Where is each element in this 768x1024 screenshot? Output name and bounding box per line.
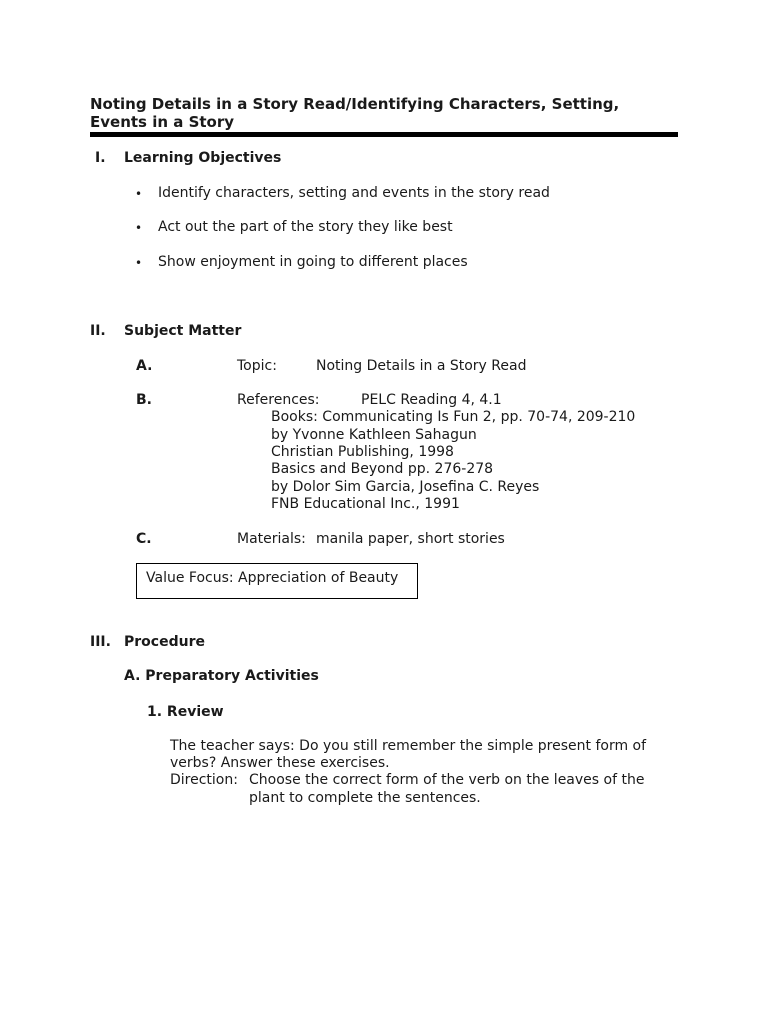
review-paragraph-line: verbs? Answer these exercises. [170, 755, 390, 771]
references-value: PELC Reading 4, 4.1 [361, 392, 502, 408]
materials-label: Materials: [237, 531, 306, 547]
bullet-icon: • [135, 221, 143, 235]
section-numeral-3: III. [90, 634, 111, 650]
item-letter-c: C. [136, 531, 152, 547]
item-letter-a: A. [136, 358, 153, 374]
title-rule [90, 132, 678, 137]
bullet-icon: • [135, 256, 143, 270]
references-label: References: [237, 392, 320, 408]
topic-value: Noting Details in a Story Read [316, 358, 527, 374]
title-line-1: Noting Details in a Story Read/Identifying Characters, Setting, [90, 95, 620, 113]
section-numeral-1: I. [95, 150, 106, 166]
bullet-icon: • [135, 187, 143, 201]
title-line-2: Events in a Story [90, 113, 235, 131]
section-heading-subject-matter: Subject Matter [124, 323, 242, 339]
reference-line: Basics and Beyond pp. 276-278 [271, 461, 494, 477]
item-letter-b: B. [136, 392, 152, 408]
objective-item: Act out the part of the story they like best [158, 219, 453, 235]
value-focus-box [136, 563, 418, 599]
subheading-review: 1. Review [147, 704, 224, 720]
section-heading-procedure: Procedure [124, 634, 205, 650]
section-heading-objectives: Learning Objectives [124, 150, 282, 166]
subheading-preparatory-activities: A. Preparatory Activities [124, 668, 319, 684]
direction-text-line: plant to complete the sentences. [249, 790, 481, 806]
review-paragraph-line: The teacher says: Do you still remember the simple present form of [170, 738, 647, 754]
objective-item: Identify characters, setting and events in the story read [158, 185, 550, 201]
objective-item: Show enjoyment in going to different places [158, 254, 468, 270]
document-title-cont [90, 113, 234, 131]
section-numeral-2: II. [90, 323, 106, 339]
reference-line: Christian Publishing, 1998 [271, 444, 454, 460]
reference-line: FNB Educational Inc., 1991 [271, 496, 460, 512]
document-title [90, 95, 619, 113]
direction-text-line: Choose the correct form of the verb on the leaves of the [249, 772, 645, 788]
direction-label: Direction: [170, 772, 238, 788]
materials-value: manila paper, short stories [316, 531, 505, 547]
reference-line: by Yvonne Kathleen Sahagun [271, 427, 477, 443]
reference-line: by Dolor Sim Garcia, Josefina C. Reyes [271, 479, 540, 495]
value-focus-text: Value Focus: Appreciation of Beauty [146, 570, 399, 586]
reference-line: Books: Communicating Is Fun 2, pp. 70-74, 209-210 [271, 409, 636, 425]
topic-label: Topic: [237, 358, 277, 374]
